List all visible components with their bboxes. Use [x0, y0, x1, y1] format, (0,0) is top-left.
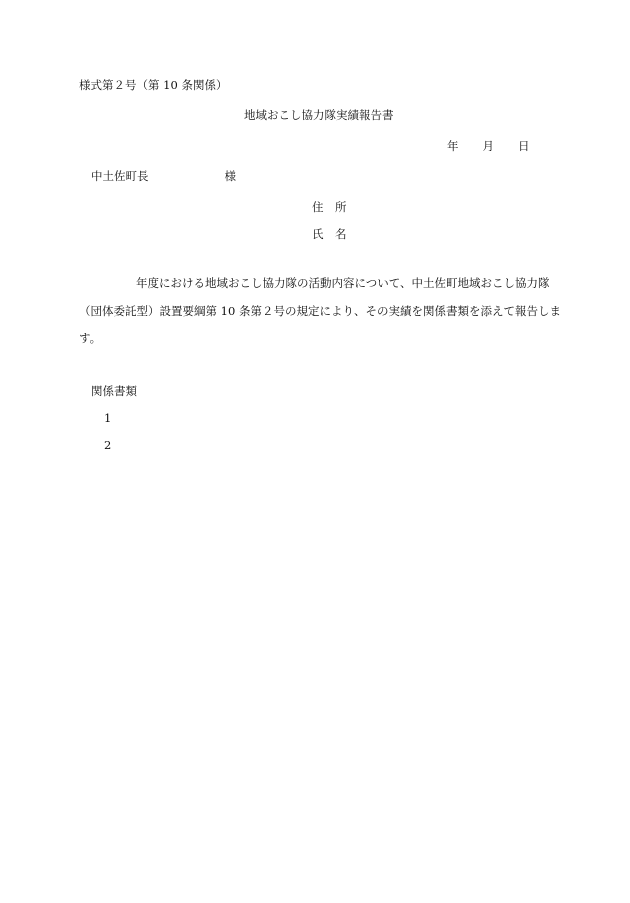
addressee-honorific: 様: [224, 169, 236, 183]
addressee: [91, 171, 236, 183]
report-body-line-3: す。: [79, 331, 102, 345]
document-title: 地域おこし協力隊実績報告書: [244, 108, 394, 122]
attachments-title: 関係書類: [91, 384, 137, 398]
report-body: [79, 270, 563, 353]
attachment-item-1: 1: [104, 411, 112, 425]
name-label: 氏 名: [312, 227, 347, 241]
date-year-label: 年: [447, 139, 459, 153]
date-month-label: 月: [482, 139, 494, 153]
report-body-line-2: （団体委託型）設置要綱第 10 条第２号の規定により、その実績を関係書類を添えて報告しま: [79, 303, 561, 318]
form-number: 様式第２号（第 10 条関係）: [79, 78, 228, 92]
address-label: 住 所: [312, 200, 347, 214]
date-day-label: 日: [518, 139, 530, 153]
date-line: [447, 141, 530, 153]
addressee-name: 中土佐町長: [91, 169, 149, 183]
attachment-item-2: 2: [104, 438, 112, 452]
report-body-line-1: 年度における地域おこし協力隊の活動内容について、中土佐町地域おこし協力隊: [136, 276, 550, 290]
